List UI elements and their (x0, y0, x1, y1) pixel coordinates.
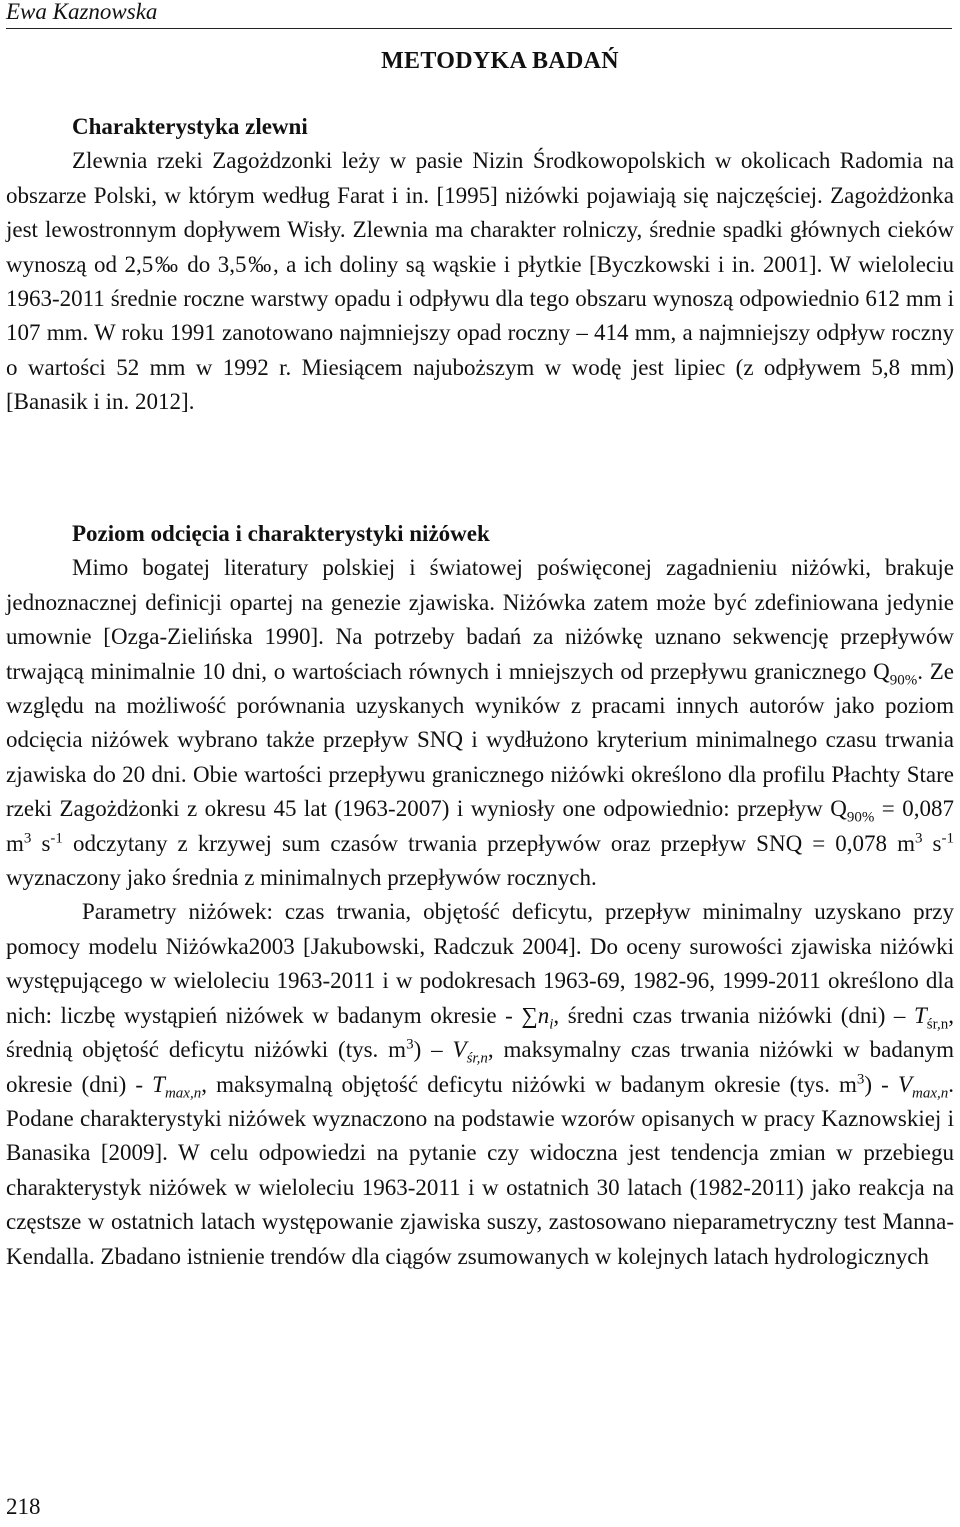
sum-symbol: ∑ (521, 1002, 538, 1028)
subscript: 90% (889, 672, 918, 689)
running-header: Ewa Kaznowska (6, 0, 158, 24)
text-segment: , maksymalny czas trwania niżówki w badanym okresie (dni) - (6, 1037, 954, 1097)
italic-symbol: V (897, 1071, 912, 1097)
text-segment: odczytany z krzywej sum czasów trwania przepływów oraz przepływ SNQ = 0,078 m (62, 830, 915, 856)
italic-symbol: n (537, 1002, 550, 1028)
paragraph-definition (6, 551, 954, 895)
subscript: śr,n (926, 1016, 949, 1033)
text-segment: , maksymalną objętość deficytu niżówki w badanym okresie (tys. m (201, 1071, 857, 1097)
italic-symbol: T (913, 1002, 927, 1028)
text-segment: Mimo bogatej literatury polskiej i światowej poświęconej zagadnieniu niżówki, brakuje jednoznacznej definicji opartej na genezie zjawiska. Niżówka zatem może być zdefiniowana jedynie umownie [Ozga-Zielińska 1990]. Na potrzeby badań za niżówkę uznano sekwencję przepływów trwającą minimalnie 10 dni, o wartościach równych i mniejszych od przepływu granicznego Q (6, 555, 954, 684)
text-segment: s (922, 830, 942, 856)
text-segment: s (31, 830, 51, 856)
superscript: -1 (50, 830, 63, 846)
italic-symbol: V (452, 1037, 467, 1063)
text-segment: , średni czas trwania niżówki (dni) – (553, 1002, 914, 1028)
superscript: 3 (406, 1036, 414, 1053)
header-rule (6, 28, 952, 29)
superscript: 3 (23, 830, 32, 846)
subscript: 90% (846, 809, 875, 826)
subheading-catchment: Charakterystyka zlewni (72, 114, 308, 139)
superscript: 3 (914, 830, 923, 846)
text-segment: , średnią objętość deficytu niżówki (tys. m (6, 1002, 955, 1063)
text-segment: . Podane charakterystyki niżówek wyznaczono na podstawie wzorów opisanych w pracy Kaznowskiej i Banasika [2009]. W celu odpowiedzi na pytanie czy widoczna jest tendencja zmian w przebiegu charakterystyk niżówek w wieloleciu 1963-2011 i w ostatnich 30 latach (1982-2011) jako reakcja na częstsze w ostatnich latach występowanie zjawiska suszy, zastosowano nieparametryczny test Manna-Kendalla. Zbadano istnienie trendów dla ciągów zsumowanych w kolejnych latach hydrologicznych (6, 1071, 954, 1269)
subheading-low-flows: Poziom odcięcia i charakterystyki niżówek (72, 521, 490, 546)
subscript: i (549, 1016, 554, 1033)
paragraph-catchment (6, 144, 954, 419)
paragraph-catchment-text: Zlewnia rzeki Zagożdzonki leży w pasie Nizin Środkowopolskich w okolicach Radomia na obszarze Polski, w którym według Farat i in. [1995] niżówki pojawiają się najczęściej. Zagożdżonka jest lewostronnym dopływem Wisły. Zlewnia ma charakter rolniczy, średnie spadki głównych cieków wynoszą od 2,5‰ do 3,5‰, a ich doliny są wąskie i płytkie [Byczkowski i in. 2001]. W wieloleciu 1963-2011 średnie roczne warstwy opadu i odpływu dla tego obszaru wynoszą odpowiednio 612 mm i 107 mm. W roku 1991 zanotowano najmniejszy opad roczny – 414 mm, a najmniejszy odpływ roczny o wartości 52 mm w 1992 r. Miesiącem najuboższym w wodę jest lipiec (z odpływem 5,8 mm) [Banasik i in. 2012]. (6, 148, 954, 415)
subscript: śr,n (466, 1050, 488, 1067)
section-title: METODYKA BADAŃ (381, 48, 619, 74)
subscript: max,n (912, 1085, 949, 1102)
section-catchment (6, 110, 954, 420)
page-number: 218 (6, 1494, 41, 1519)
superscript: -1 (941, 830, 954, 846)
text-segment: . Ze względu na możliwość porównania uzyskanych wyników z pracami innych autorów jako poziom odcięcia niżówek wybrano także przepływ SNQ i wydłużono kryterium minimalnego czasu trwania zjawiska do 20 dni. Obie wartości przepływu granicznego niżówki określono dla profilu Płachty Stare rzeki Zagożdżonki z okresu 45 lat (1963-2007) i wyniosły one odpowiednio: przepływ Q (6, 658, 954, 822)
section-low-flows (6, 517, 954, 1274)
text-segment: ) – (413, 1037, 453, 1063)
superscript: 3 (856, 1070, 865, 1087)
paragraph-parameters (6, 895, 954, 1273)
text-segment: Parametry niżówek: czas trwania, objętość deficytu, przepływ minimalny uzyskano przy pomocy modelu Niżówka2003 [Jakubowski, Radczuk 2004]. Do oceny surowości zjawiska niżówki występującego w wieloleciu 1963-2011 i w podokresach 1963-69, 1982-96, 1999-2011 określono dla nich: liczbę wystąpień niżówek w badanym okresie - (6, 899, 954, 1028)
text-segment: wyznaczony jako średnia z minimalnych przepływów rocznych. (6, 865, 597, 891)
subscript: max,n (164, 1085, 202, 1102)
text-segment: ) - (864, 1071, 898, 1097)
text-segment: = 0,087 m (6, 796, 954, 856)
italic-symbol: T (152, 1071, 165, 1097)
